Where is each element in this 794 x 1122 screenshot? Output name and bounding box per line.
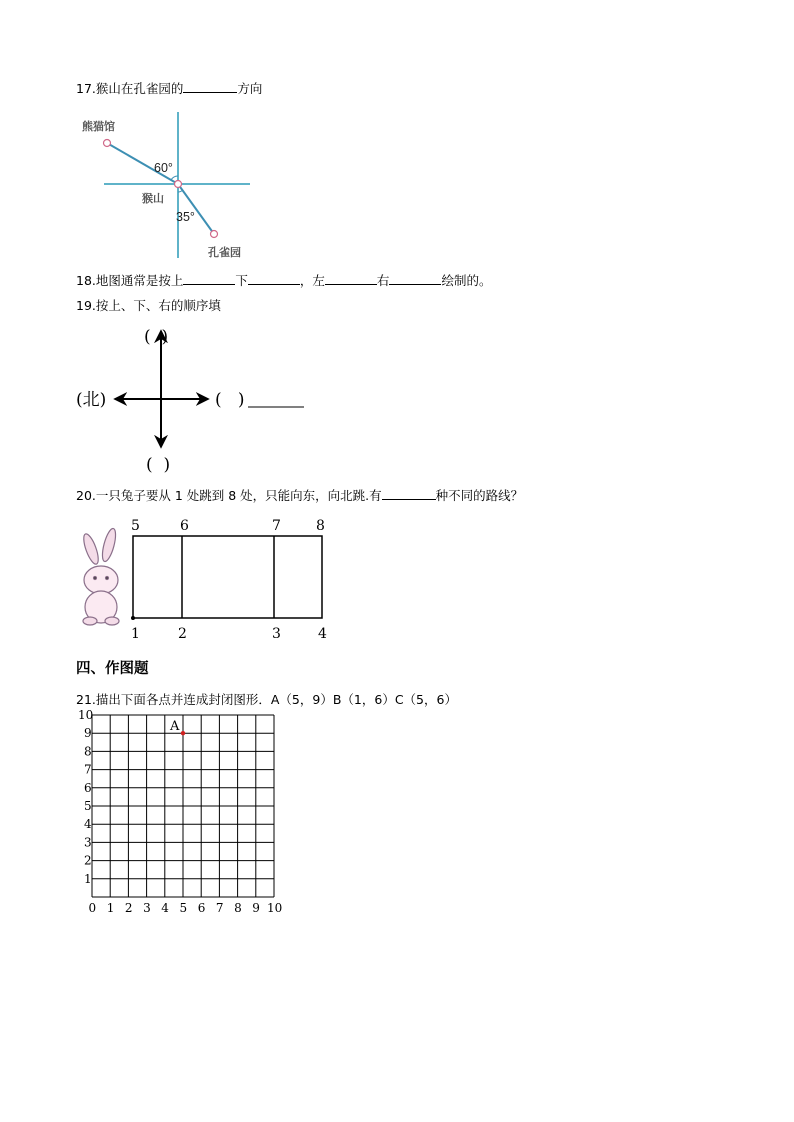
label-3: 3 [272, 626, 281, 642]
label-4: 4 [318, 626, 327, 642]
y-tick-label: 3 [84, 835, 92, 850]
y-tick-label: 8 [84, 744, 92, 759]
x-tick-label: 10 [267, 901, 283, 915]
q17-direction-figure [78, 110, 258, 260]
x-tick-label: 3 [143, 901, 151, 915]
label-1: 1 [131, 626, 140, 642]
x-tick-label: 4 [161, 901, 169, 915]
q21-text: 21.描出下面各点并连成封闭图形．A（5，9）B（1，6）C（5，6） [76, 692, 457, 707]
angle-arc-top [171, 176, 178, 180]
x-tick-label: 0 [88, 901, 97, 915]
point-a [181, 731, 185, 735]
left-label: (北) [76, 390, 107, 410]
line-to-peacock [178, 184, 214, 234]
q21-coordinate-grid[interactable] [70, 708, 290, 920]
label-panda: 熊猫馆 [82, 120, 115, 133]
label-5: 5 [131, 518, 140, 534]
y-tick-label: 5 [84, 799, 92, 813]
y-tick-label: 1 [84, 871, 92, 886]
x-tick-label: 1 [106, 901, 115, 915]
top-paren: ( ) [144, 327, 169, 347]
route-outer-rect [133, 536, 322, 618]
rabbit-image [81, 527, 119, 625]
label-6: 6 [180, 518, 189, 534]
y-tick-label: 4 [84, 817, 92, 832]
q18-blank-2[interactable] [248, 272, 300, 285]
x-tick-label: 9 [252, 901, 260, 915]
label-peacock: 孔雀园 [208, 246, 241, 259]
x-tick-label: 6 [197, 901, 206, 915]
label-7: 7 [272, 518, 281, 534]
monkey-point [175, 181, 182, 188]
q18-text: 18.地图通常是按上 下 ，左 右 绘制的。 [76, 273, 492, 288]
angle-top-label: 60° [154, 161, 173, 175]
y-tick-label: 6 [84, 780, 92, 795]
bottom-paren: ( ) [146, 455, 171, 475]
q20-text: 20.一只兔子要从 1 处跳到 8 处，只能向东，向北跳.有 种不同的路线？ [76, 488, 524, 503]
label-2: 2 [178, 626, 187, 642]
q20-answer-blank[interactable] [382, 487, 436, 500]
q20-route-figure [76, 515, 336, 645]
x-tick-label: 8 [234, 901, 242, 915]
q19-compass-figure [76, 320, 316, 480]
panda-point [104, 140, 111, 147]
start-point [131, 616, 135, 620]
q17-answer-blank[interactable] [183, 80, 237, 93]
y-tick-label: 7 [84, 762, 92, 777]
q19-text: 19.按上、下、右的顺序填 [76, 298, 221, 313]
q18-blank-4[interactable] [389, 272, 441, 285]
y-tick-label: 10 [78, 708, 94, 722]
q18-blank-1[interactable] [183, 272, 235, 285]
q17-text: 17.猴山在孔雀园的 方向 [76, 81, 263, 96]
peacock-point [211, 231, 218, 238]
x-tick-label: 2 [124, 901, 133, 915]
label-8: 8 [316, 518, 325, 534]
angle-bottom-label: 35° [176, 210, 195, 224]
y-tick-label: 9 [84, 726, 92, 741]
x-tick-label: 7 [215, 901, 224, 915]
label-monkey: 猴山 [142, 192, 164, 205]
y-tick-label: 2 [84, 853, 92, 868]
q18-blank-3[interactable] [325, 272, 377, 285]
x-tick-label: 5 [179, 901, 188, 915]
point-a-label: A [170, 719, 180, 735]
right-paren: ( ) [215, 390, 245, 410]
section-heading: 四、作图题 [76, 661, 149, 677]
